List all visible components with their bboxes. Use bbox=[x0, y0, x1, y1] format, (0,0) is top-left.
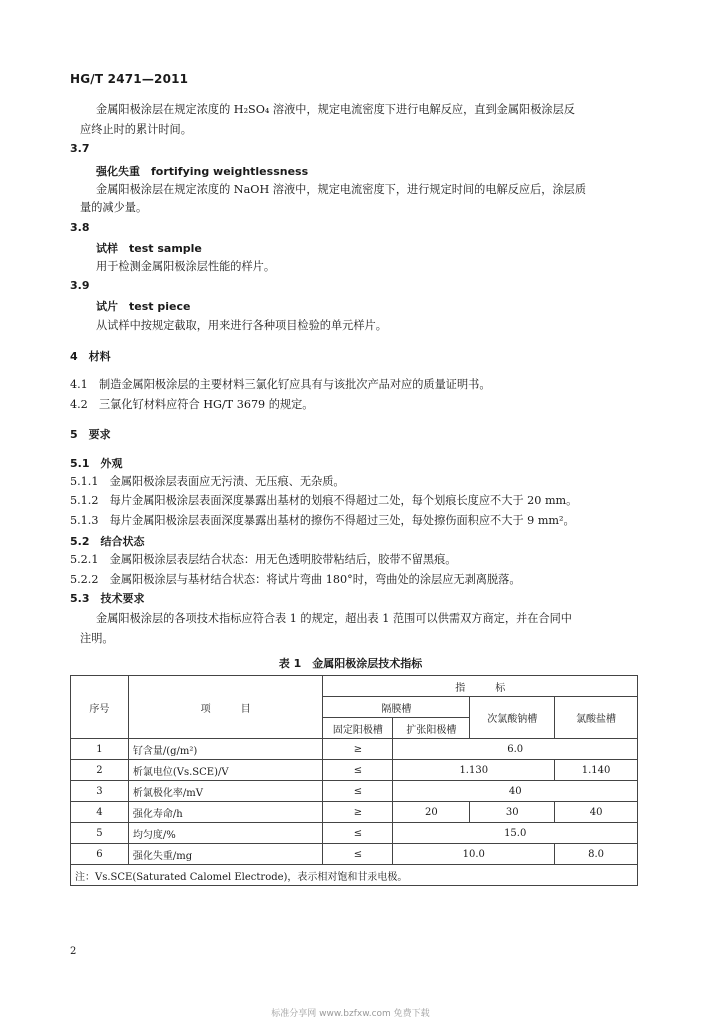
table-row bbox=[71, 823, 638, 844]
header-index: 指 标 bbox=[323, 676, 638, 697]
clause-4-2: 4.2 三氯化钌材料应符合 HG/T 3679 的规定。 bbox=[70, 398, 314, 411]
row-no: 5 bbox=[71, 823, 129, 844]
section-5-title: 5 要求 bbox=[70, 428, 111, 441]
row-item: 均匀度/% bbox=[128, 823, 323, 844]
row-value: 15.0 bbox=[393, 823, 638, 844]
clause-3-8-term: 试样 test sample bbox=[96, 242, 202, 255]
row-value-diaphragm: 1.130 bbox=[393, 760, 555, 781]
clause-3-8-number: 3.8 bbox=[70, 221, 90, 234]
row-value-hypo-chlorate: 40 bbox=[555, 802, 638, 823]
page-number: 2 bbox=[70, 946, 77, 957]
row-value-expanded: 30 bbox=[470, 802, 555, 823]
row-value: 6.0 bbox=[393, 739, 638, 760]
section-4-title: 4 材料 bbox=[70, 350, 111, 363]
clause-5-1-1: 5.1.1 金属阳极涂层表面应无污渍、无压痕、无杂质。 bbox=[70, 475, 345, 488]
row-item: 强化寿命/h bbox=[128, 802, 323, 823]
clause-3-7-line2: 量的减少量。 bbox=[80, 201, 148, 214]
clause-5-3-title: 5.3 技术要求 bbox=[70, 592, 145, 605]
table-row bbox=[71, 739, 638, 760]
row-operator: ≥ bbox=[323, 739, 393, 760]
header-serial-no: 序号 bbox=[71, 676, 129, 739]
table-row bbox=[71, 760, 638, 781]
row-no: 4 bbox=[71, 802, 129, 823]
clause-3-7-number: 3.7 bbox=[70, 142, 90, 155]
clause-3-8-def: 用于检测金属阳极涂层性能的样片。 bbox=[96, 260, 276, 273]
clause-3-9-term: 试片 test piece bbox=[96, 300, 191, 313]
row-value-chlorate: 1.140 bbox=[555, 760, 638, 781]
clause-3-9-def: 从试样中按规定截取，用来进行各种项目检验的单元样片。 bbox=[96, 319, 387, 332]
clause-5-2-1: 5.2.1 金属阳极涂层表层结合状态：用无色透明胶带粘结后，胶带不留黑痕。 bbox=[70, 553, 457, 566]
clause-3-9-number: 3.9 bbox=[70, 279, 90, 292]
row-no: 2 bbox=[71, 760, 129, 781]
row-operator: ≥ bbox=[323, 802, 393, 823]
row-no: 1 bbox=[71, 739, 129, 760]
row-value-diaphragm: 10.0 bbox=[393, 844, 555, 865]
table-note: 注：Vs.SCE(Saturated Calomel Electrode)，表示相对饱和甘汞电极。 bbox=[71, 865, 638, 886]
paragraph-3-6-line2: 应终止时的累计时间。 bbox=[80, 123, 192, 136]
row-no: 6 bbox=[71, 844, 129, 865]
row-value: 40 bbox=[393, 781, 638, 802]
clause-5-2-2: 5.2.2 金属阳极涂层与基材结合状态：将试片弯曲 180°时，弯曲处的涂层应无剥离脱落。 bbox=[70, 573, 521, 586]
header-diaphragm-cell: 隔膜槽 bbox=[323, 697, 470, 718]
clause-5-2-title: 5.2 结合状态 bbox=[70, 535, 145, 548]
header-hypochlorite-cell: 次氯酸钠槽 bbox=[470, 697, 555, 739]
clause-5-3-line1: 金属阳极涂层的各项技术指标应符合表 1 的规定，超出表 1 范围可以供需双方商定，并在合同中 bbox=[96, 612, 572, 625]
header-item: 项 目 bbox=[128, 676, 323, 739]
table-1 bbox=[70, 675, 638, 886]
row-operator: ≤ bbox=[323, 760, 393, 781]
row-item: 析氯电位(Vs.SCE)/V bbox=[128, 760, 323, 781]
standard-number: HG/T 2471—2011 bbox=[70, 72, 189, 86]
row-no: 3 bbox=[71, 781, 129, 802]
row-operator: ≤ bbox=[323, 781, 393, 802]
clause-5-1-title: 5.1 外观 bbox=[70, 457, 123, 470]
clause-5-1-3: 5.1.3 每片金属阳极涂层表面深度暴露出基材的擦伤不得超过三处，每处擦伤面积应不大于 9 mm²。 bbox=[70, 514, 575, 527]
clause-4-1: 4.1 制造金属阳极涂层的主要材料三氯化钌应具有与该批次产品对应的质量证明书。 bbox=[70, 378, 491, 391]
row-operator: ≤ bbox=[323, 823, 393, 844]
clause-5-3-line2: 注明。 bbox=[80, 632, 114, 645]
paragraph-3-6-line1: 金属阳极涂层在规定浓度的 H₂SO₄ 溶液中，规定电流密度下进行电解反应，直到金属阳极涂层反 bbox=[96, 103, 575, 116]
header-fixed-anode-cell: 固定阳极槽 bbox=[323, 718, 393, 739]
header-chlorate-cell: 氯酸盐槽 bbox=[555, 697, 638, 739]
table-row bbox=[71, 802, 638, 823]
watermark-text: 标准分享网 www.bzfxw.com 免费下载 bbox=[271, 1009, 430, 1019]
row-operator: ≤ bbox=[323, 844, 393, 865]
clause-5-1-2: 5.1.2 每片金属阳极涂层表面深度暴露出基材的划痕不得超过二处，每个划痕长度应不大于 20 mm。 bbox=[70, 494, 578, 507]
table-row bbox=[71, 844, 638, 865]
row-item: 强化失重/mg bbox=[128, 844, 323, 865]
header-expanded-anode-cell: 扩张阳极槽 bbox=[393, 718, 470, 739]
clause-3-7-term: 强化失重 fortifying weightlessness bbox=[96, 165, 309, 178]
table-row bbox=[71, 781, 638, 802]
row-value-hypo-chlorate: 8.0 bbox=[555, 844, 638, 865]
row-value-fixed: 20 bbox=[393, 802, 470, 823]
row-item: 钌含量/(g/m²) bbox=[128, 739, 323, 760]
table-1-caption: 表 1 金属阳极涂层技术指标 bbox=[278, 657, 423, 670]
row-item: 析氯极化率/mV bbox=[128, 781, 323, 802]
clause-3-7-line1: 金属阳极涂层在规定浓度的 NaOH 溶液中，规定电流密度下，进行规定时间的电解反应后，涂层质 bbox=[96, 183, 587, 196]
